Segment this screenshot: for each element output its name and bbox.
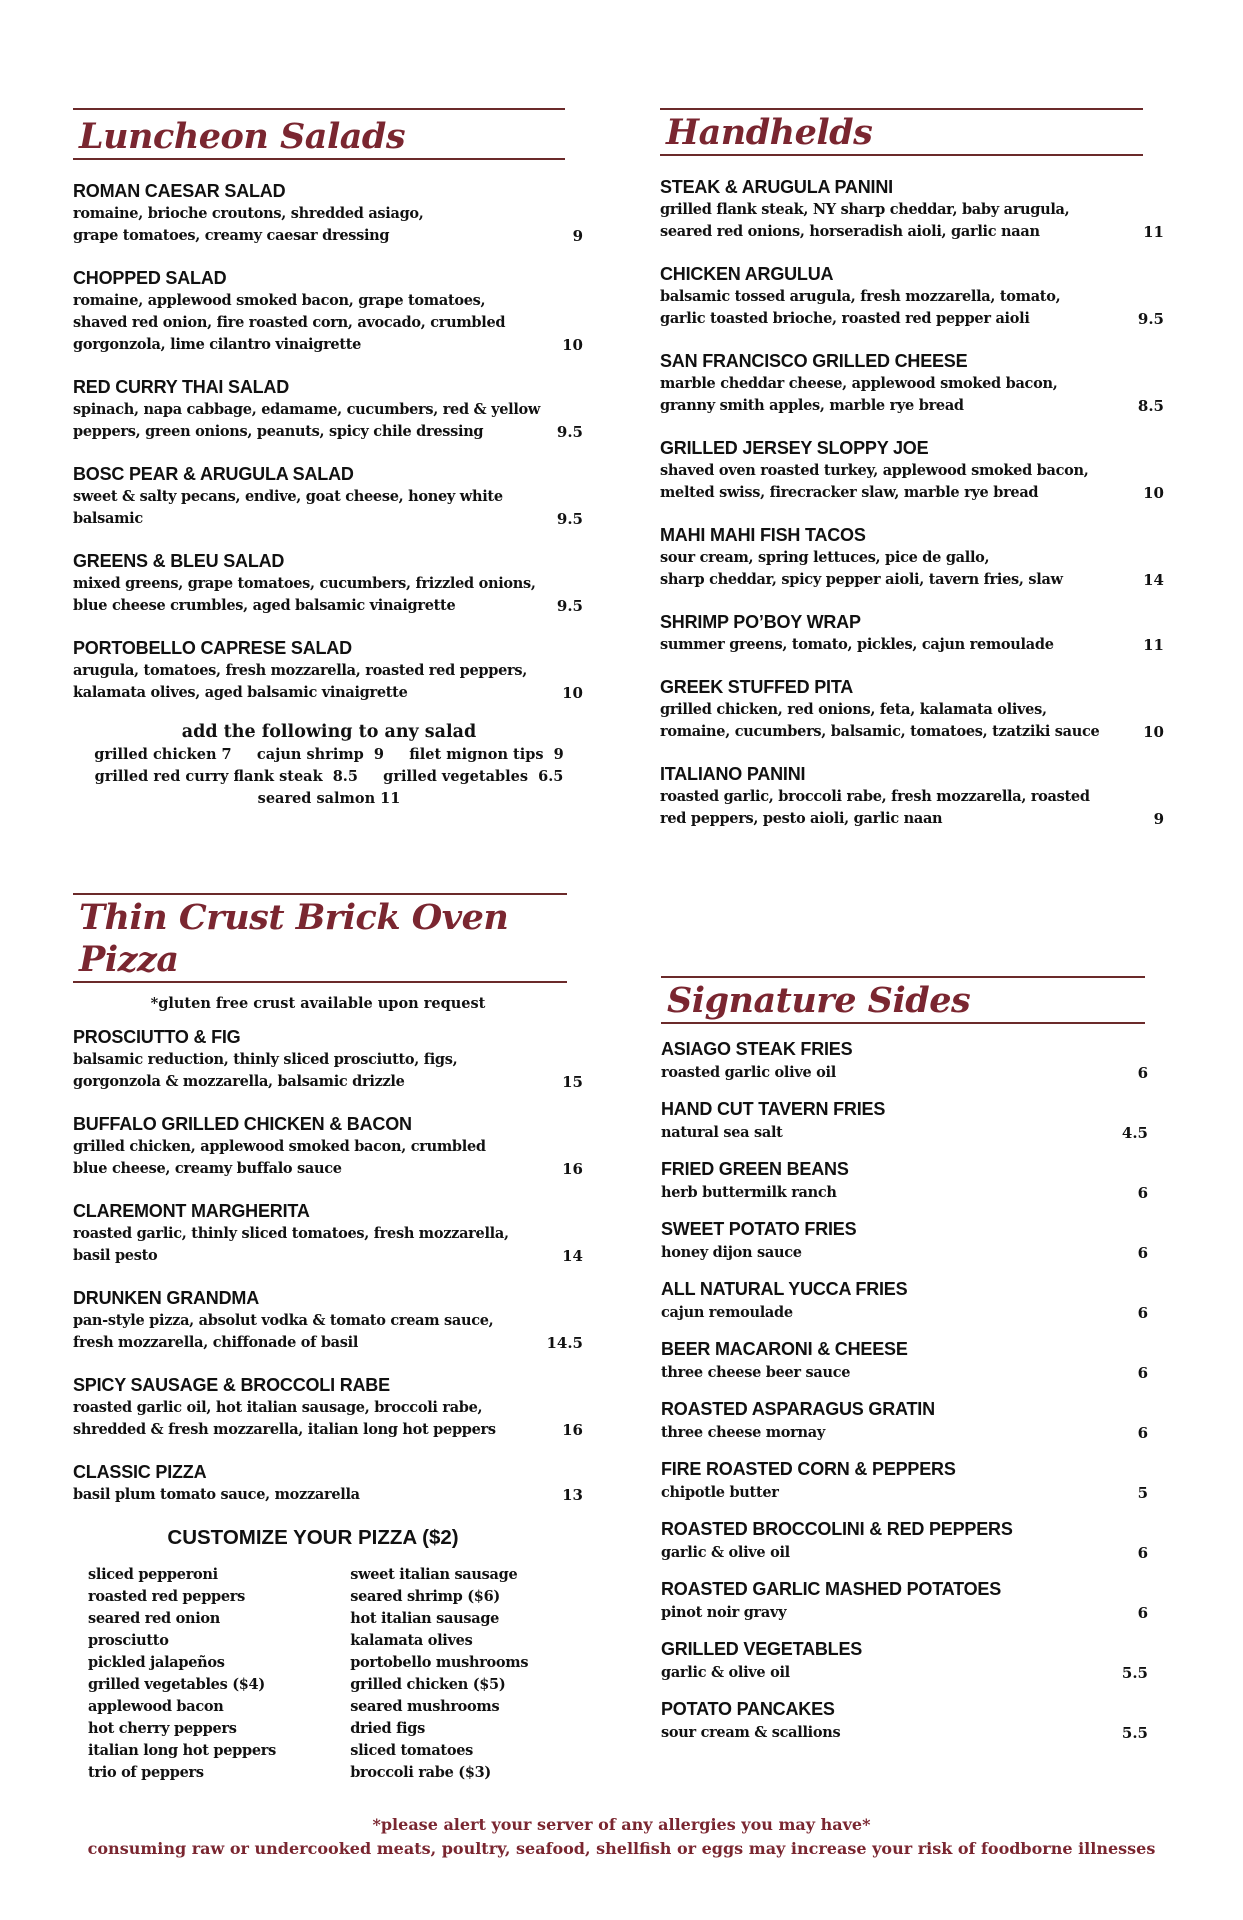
menu-item xyxy=(661,1518,1148,1564)
item-name: ASIAGO STEAK FRIES xyxy=(661,1039,853,1059)
item-price: 14.5 xyxy=(546,1334,583,1352)
topping-item: prosciutto xyxy=(88,1632,169,1649)
pizza-list xyxy=(73,1026,585,1506)
item-description: balsamic tossed arugula, fresh mozzarella, tomato, xyxy=(660,288,1061,305)
item-name: CLASSIC PIZZA xyxy=(73,1462,207,1482)
menu-item xyxy=(73,463,583,530)
menu-item xyxy=(73,376,583,443)
section-title: Handhelds xyxy=(666,112,873,153)
item-description: three cheese mornay xyxy=(661,1424,825,1441)
menu-item xyxy=(661,1578,1148,1624)
item-price: 4.5 xyxy=(1121,1124,1148,1142)
item-price: 6 xyxy=(1137,1184,1148,1202)
item-description: pinot noir gravy xyxy=(661,1604,787,1621)
item-description: shaved oven roasted turkey, applewood smoked bacon, xyxy=(660,462,1089,479)
section-heading xyxy=(73,108,565,160)
topping-item: broccoli rabe ($3) xyxy=(350,1764,491,1781)
divider xyxy=(73,108,565,110)
item-name: ITALIANO PANINI xyxy=(660,764,806,784)
item-name: ROASTED BROCCOLINI & RED PEPPERS xyxy=(661,1519,1013,1539)
section-heading xyxy=(73,893,567,983)
menu-item xyxy=(660,350,1164,417)
item-name: FRIED GREEN BEANS xyxy=(661,1159,849,1179)
sides-section xyxy=(661,976,1148,1744)
item-price: 6 xyxy=(1137,1364,1148,1382)
menu-item xyxy=(660,176,1164,243)
customize-title: CUSTOMIZE YOUR PIZZA ($2) xyxy=(167,1526,459,1549)
item-price: 16 xyxy=(562,1160,583,1178)
menu-item xyxy=(661,1398,1148,1444)
topping-item: sliced pepperoni xyxy=(88,1566,218,1583)
sides-list xyxy=(661,1038,1148,1744)
item-description: sweet & salty pecans, endive, goat cheese, honey white xyxy=(73,488,503,505)
menu-item xyxy=(73,1461,583,1506)
item-name: POTATO PANCAKES xyxy=(661,1699,835,1719)
item-price: 9 xyxy=(1153,810,1164,828)
item-description: roasted garlic, broccoli rabe, fresh mozzarella, roasted xyxy=(660,788,1090,805)
divider xyxy=(661,1022,1145,1024)
topping-item: italian long hot peppers xyxy=(88,1742,276,1759)
menu-item xyxy=(661,1638,1148,1684)
item-description: cajun remoulade xyxy=(661,1304,793,1321)
gluten-free-note: *gluten free crust available upon request xyxy=(150,995,486,1012)
menu-item xyxy=(661,1038,1148,1084)
item-price: 9.5 xyxy=(556,423,583,441)
item-name: CHICKEN ARGULUA xyxy=(660,264,834,284)
item-description: romaine, cucumbers, balsamic, tomatoes, tzatziki sauce xyxy=(660,723,1100,740)
item-price: 9.5 xyxy=(556,597,583,615)
item-description: seared red onions, horseradish aioli, garlic naan xyxy=(660,223,1040,240)
salad-list xyxy=(73,180,585,704)
menu-item xyxy=(73,1374,583,1441)
item-name: MAHI MAHI FISH TACOS xyxy=(660,525,866,545)
menu-item xyxy=(661,1338,1148,1384)
item-description: arugula, tomatoes, fresh mozzarella, roasted red peppers, xyxy=(73,662,527,679)
item-description: gorgonzola & mozzarella, balsamic drizzle xyxy=(73,1073,405,1090)
item-name: DRUNKEN GRANDMA xyxy=(73,1288,259,1308)
item-description: shaved red onion, fire roasted corn, avocado, crumbled xyxy=(73,314,506,331)
item-price: 5.5 xyxy=(1121,1724,1148,1742)
divider xyxy=(660,154,1143,156)
item-name: CLAREMONT MARGHERITA xyxy=(73,1201,310,1221)
item-price: 6 xyxy=(1137,1544,1148,1562)
item-price: 8.5 xyxy=(1137,397,1164,415)
addons-title: add the following to any salad xyxy=(181,722,477,742)
topping-item: sweet italian sausage xyxy=(350,1566,518,1583)
menu-item xyxy=(73,1113,583,1180)
item-description: roasted garlic olive oil xyxy=(661,1064,836,1081)
item-price: 10 xyxy=(1143,484,1164,502)
divider xyxy=(73,893,567,895)
menu-item xyxy=(73,1200,583,1267)
item-description: basil plum tomato sauce, mozzarella xyxy=(73,1486,360,1503)
topping-item: pickled jalapeños xyxy=(88,1654,225,1671)
item-description: red peppers, pesto aioli, garlic naan xyxy=(660,810,943,827)
menu-item xyxy=(73,180,583,247)
item-name: BOSC PEAR & ARUGULA SALAD xyxy=(73,464,354,484)
item-name: GREEK STUFFED PITA xyxy=(660,677,854,697)
menu-item xyxy=(661,1278,1148,1324)
item-description: spinach, napa cabbage, edamame, cucumbers, red & yellow xyxy=(73,401,541,418)
item-price: 15 xyxy=(562,1073,583,1091)
item-description: garlic & olive oil xyxy=(661,1544,790,1561)
item-price: 6 xyxy=(1137,1604,1148,1622)
luncheon-salads-section xyxy=(73,108,585,810)
item-description: melted swiss, firecracker slaw, marble rye bread xyxy=(660,484,1039,501)
item-description: three cheese beer sauce xyxy=(661,1364,851,1381)
item-price: 11 xyxy=(1143,223,1164,241)
item-description: garlic toasted brioche, roasted red pepper aioli xyxy=(660,310,1030,327)
item-price: 9.5 xyxy=(556,510,583,528)
topping-item: sliced tomatoes xyxy=(350,1742,473,1759)
item-description: natural sea salt xyxy=(661,1124,783,1141)
menu-item xyxy=(661,1158,1148,1204)
topping-item: roasted red peppers xyxy=(88,1588,246,1605)
item-description: pan-style pizza, absolut vodka & tomato cream sauce, xyxy=(73,1312,494,1329)
menu-item xyxy=(660,263,1164,330)
item-description: roasted garlic, thinly sliced tomatoes, fresh mozzarella, xyxy=(73,1225,509,1242)
item-price: 5.5 xyxy=(1121,1664,1148,1682)
item-description: blue cheese crumbles, aged balsamic vinaigrette xyxy=(73,597,456,614)
item-description: sharp cheddar, spicy pepper aioli, tavern fries, slaw xyxy=(660,571,1063,588)
item-description: blue cheese, creamy buffalo sauce xyxy=(73,1160,342,1177)
item-description: basil pesto xyxy=(73,1247,158,1264)
item-price: 13 xyxy=(562,1486,583,1504)
item-description: grape tomatoes, creamy caesar dressing xyxy=(73,227,390,244)
item-description: sour cream, spring lettuces, pice de gallo, xyxy=(660,549,990,566)
divider xyxy=(73,981,567,983)
item-description: grilled flank steak, NY sharp cheddar, baby arugula, xyxy=(660,201,1070,218)
item-name: ALL NATURAL YUCCA FRIES xyxy=(661,1279,908,1299)
menu-item xyxy=(660,437,1164,504)
item-name: ROASTED GARLIC MASHED POTATOES xyxy=(661,1579,1002,1599)
item-price: 16 xyxy=(562,1421,583,1439)
item-name: SPICY SAUSAGE & BROCCOLI RABE xyxy=(73,1375,390,1395)
divider xyxy=(661,976,1145,978)
pizza-section xyxy=(73,893,585,1784)
item-name: ROASTED ASPARAGUS GRATIN xyxy=(661,1399,935,1419)
menu-item xyxy=(73,267,583,356)
item-name: SAN FRANCISCO GRILLED CHEESE xyxy=(660,351,968,371)
item-description: romaine, brioche croutons, shredded asiago, xyxy=(73,205,424,222)
menu-item xyxy=(660,611,1164,656)
item-price: 9.5 xyxy=(1137,310,1164,328)
menu-item xyxy=(73,550,583,617)
item-price: 10 xyxy=(1143,723,1164,741)
topping-item: seared red onion xyxy=(88,1610,221,1627)
item-description: honey dijon sauce xyxy=(661,1244,802,1261)
section-title: Thin Crust Brick Oven Pizza xyxy=(79,897,509,980)
item-description: mixed greens, grape tomatoes, cucumbers, frizzled onions, xyxy=(73,575,536,592)
topping-item: applewood bacon xyxy=(88,1698,224,1715)
foodborne-warning: consuming raw or undercooked meats, poultry, seafood, shellfish or eggs may increase your risk of foodborne illnesses xyxy=(87,1839,1156,1858)
item-name: PORTOBELLO CAPRESE SALAD xyxy=(73,638,352,658)
item-name: CHOPPED SALAD xyxy=(73,268,227,288)
addons-line: grilled chicken 7 cajun shrimp 9 filet mignon tips 9 xyxy=(94,746,564,763)
toppings-column-right xyxy=(350,1564,585,1784)
item-description: shredded & fresh mozzarella, italian long hot peppers xyxy=(73,1421,496,1438)
item-description: peppers, green onions, peanuts, spicy chile dressing xyxy=(73,423,484,440)
menu-item xyxy=(73,637,583,704)
toppings-column-left xyxy=(88,1564,350,1784)
handheld-list xyxy=(660,176,1164,830)
topping-item: trio of peppers xyxy=(88,1764,204,1781)
item-description: chipotle butter xyxy=(661,1484,779,1501)
menu-item xyxy=(661,1458,1148,1504)
item-price: 6 xyxy=(1137,1064,1148,1082)
topping-item: dried figs xyxy=(350,1720,425,1737)
menu-item xyxy=(660,524,1164,591)
item-description: roasted garlic oil, hot italian sausage, broccoli rabe, xyxy=(73,1399,483,1416)
item-name: PROSCIUTTO & FIG xyxy=(73,1027,241,1047)
item-name: GRILLED VEGETABLES xyxy=(661,1639,863,1659)
item-name: GREENS & BLEU SALAD xyxy=(73,551,285,571)
topping-item: grilled chicken ($5) xyxy=(350,1676,506,1693)
item-name: GRILLED JERSEY SLOPPY JOE xyxy=(660,438,929,458)
item-name: STEAK & ARUGULA PANINI xyxy=(660,177,893,197)
item-price: 11 xyxy=(1143,636,1164,654)
item-price: 10 xyxy=(562,336,583,354)
item-description: gorgonzola, lime cilantro vinaigrette xyxy=(73,336,362,353)
toppings-grid xyxy=(73,1564,585,1784)
item-description: grilled chicken, red onions, feta, kalamata olives, xyxy=(660,701,1047,718)
handhelds-section xyxy=(660,108,1164,830)
topping-item: portobello mushrooms xyxy=(350,1654,529,1671)
item-price: 14 xyxy=(1143,571,1164,589)
item-description: summer greens, tomato, pickles, cajun remoulade xyxy=(660,636,1054,653)
item-description: balsamic reduction, thinly sliced prosciutto, figs, xyxy=(73,1051,458,1068)
item-name: BEER MACARONI & CHEESE xyxy=(661,1339,908,1359)
addons-line: seared salmon 11 xyxy=(257,790,401,807)
item-description: romaine, applewood smoked bacon, grape tomatoes, xyxy=(73,292,486,309)
topping-item: hot italian sausage xyxy=(350,1610,500,1627)
item-name: FIRE ROASTED CORN & PEPPERS xyxy=(661,1459,956,1479)
topping-item: hot cherry peppers xyxy=(88,1720,237,1737)
item-price: 9 xyxy=(572,227,583,245)
menu-item xyxy=(660,676,1164,743)
item-description: balsamic xyxy=(73,510,143,527)
item-price: 5 xyxy=(1137,1484,1148,1502)
menu-item xyxy=(73,1287,583,1354)
menu-item xyxy=(660,763,1164,830)
topping-item: kalamata olives xyxy=(350,1632,473,1649)
section-title: Luncheon Salads xyxy=(79,116,406,157)
menu-item xyxy=(661,1218,1148,1264)
item-description: fresh mozzarella, chiffonade of basil xyxy=(73,1334,359,1351)
item-price: 10 xyxy=(562,684,583,702)
divider xyxy=(660,108,1143,110)
salad-addons xyxy=(73,720,585,810)
menu-item xyxy=(661,1698,1148,1744)
item-name: HAND CUT TAVERN FRIES xyxy=(661,1099,886,1119)
section-heading xyxy=(660,108,1143,156)
item-description: garlic & olive oil xyxy=(661,1664,790,1681)
item-name: RED CURRY THAI SALAD xyxy=(73,377,290,397)
item-price: 6 xyxy=(1137,1424,1148,1442)
item-description: sour cream & scallions xyxy=(661,1724,841,1741)
menu-item xyxy=(661,1098,1148,1144)
item-name: SHRIMP PO’BOY WRAP xyxy=(660,612,861,632)
item-price: 14 xyxy=(562,1247,583,1265)
item-description: herb buttermilk ranch xyxy=(661,1184,837,1201)
section-title: Signature Sides xyxy=(667,980,971,1021)
item-description: grilled chicken, applewood smoked bacon, crumbled xyxy=(73,1138,486,1155)
item-description: granny smith apples, marble rye bread xyxy=(660,397,964,414)
allergy-note: *please alert your server of any allergies you may have* xyxy=(372,1815,871,1834)
item-name: ROMAN CAESAR SALAD xyxy=(73,181,286,201)
topping-item: seared mushrooms xyxy=(350,1698,500,1715)
item-description: kalamata olives, aged balsamic vinaigrette xyxy=(73,684,408,701)
item-name: BUFFALO GRILLED CHICKEN & BACON xyxy=(73,1114,412,1134)
item-name: SWEET POTATO FRIES xyxy=(661,1219,857,1239)
section-heading xyxy=(661,976,1145,1024)
topping-item: grilled vegetables ($4) xyxy=(88,1676,265,1693)
topping-item: seared shrimp ($6) xyxy=(350,1588,500,1605)
divider xyxy=(73,158,565,160)
item-description: marble cheddar cheese, applewood smoked bacon, xyxy=(660,375,1058,392)
item-price: 6 xyxy=(1137,1304,1148,1322)
addons-line: grilled red curry flank steak 8.5 grilled vegetables 6.5 xyxy=(94,768,564,785)
menu-item xyxy=(73,1026,583,1093)
item-price: 6 xyxy=(1137,1244,1148,1262)
